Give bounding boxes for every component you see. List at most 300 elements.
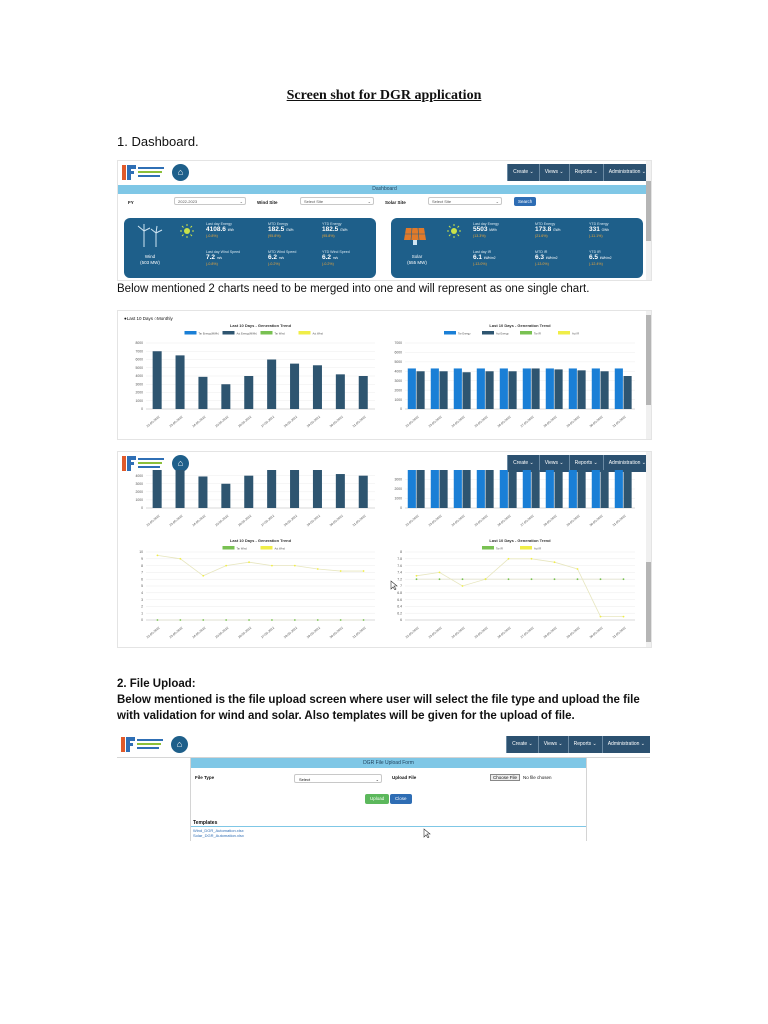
chevron-down-icon: ⌄ — [495, 199, 499, 204]
bar — [615, 368, 623, 409]
upload-button[interactable]: Upload — [365, 794, 389, 804]
bar — [624, 470, 632, 508]
upload-note: Below mentioned is the file upload screen where user will select the file type and upload the file with validation for wind and solar. Also templates will be given for the upload of file. — [117, 694, 640, 722]
x-tick-label: 30-05-2022 — [588, 625, 604, 640]
y-tick-label: 8 — [400, 550, 402, 555]
metric-label: MTD Energy — [535, 222, 556, 226]
x-tick-label: 24-05-2022 — [191, 625, 207, 640]
data-point — [340, 570, 342, 572]
metric-label: MTD IR — [535, 250, 548, 254]
file-type-value: Select — [299, 777, 311, 782]
generation-trend-screenshot — [117, 310, 652, 440]
metric-change: (13.3%) — [473, 234, 486, 238]
metric-label: MTD Wind Speed — [268, 250, 297, 254]
data-point — [600, 616, 602, 618]
data-point — [439, 578, 441, 580]
bar — [601, 371, 609, 409]
x-tick-label: 28-05-2022 — [542, 414, 558, 429]
y-tick-label: 3000 — [394, 477, 402, 482]
chevron-down-icon: ⌄ — [375, 777, 379, 782]
chevron-down-icon: ⌄ — [639, 741, 645, 747]
bar — [290, 470, 299, 508]
chevron-down-icon: ⌄ — [592, 169, 598, 175]
y-tick-label: 0 — [141, 407, 143, 412]
nav-item-label: Reports — [574, 169, 593, 175]
x-tick-label: 29-05-2022 — [565, 513, 581, 528]
chevron-down-icon: ⌄ — [528, 169, 534, 175]
y-tick-label: 0 — [400, 506, 402, 511]
y-tick-label: 6.2 — [397, 611, 402, 616]
metric-value: 182.5 GWh — [322, 226, 348, 233]
chart-title: Last 10 Days - Generation Trend — [489, 538, 551, 543]
top-bar — [117, 733, 650, 758]
bar — [153, 470, 162, 508]
bar — [509, 371, 517, 409]
charts-note: Below mentioned 2 charts need to be merged into one and will represent as one single chart. — [117, 283, 590, 295]
y-tick-label: 1000 — [394, 496, 402, 501]
nav-item-label: Views — [544, 460, 559, 466]
x-tick-label: 27-05-2022 — [519, 414, 535, 429]
y-tick-label: 7000 — [135, 349, 143, 354]
x-tick-label: 30-05-2022 — [328, 625, 344, 640]
solar-metric — [535, 250, 585, 266]
x-tick-label: 25-05-2022 — [473, 513, 489, 528]
data-point — [248, 619, 250, 621]
y-tick-label: 2000 — [394, 388, 402, 393]
nav-item-label: Views — [544, 169, 559, 175]
wind-summary-card — [124, 218, 376, 278]
wind-metric — [322, 250, 372, 266]
data-point — [416, 575, 418, 577]
bar — [408, 368, 416, 409]
y-tick-label: 6 — [400, 618, 402, 623]
x-tick-label: 28-05-2022 — [282, 625, 299, 640]
data-point — [554, 561, 556, 563]
data-point — [531, 578, 533, 580]
x-tick-label: 31-05-2022 — [351, 414, 367, 429]
file-type-select[interactable] — [294, 774, 382, 783]
wind-site-select[interactable] — [300, 197, 374, 205]
legend-swatch — [520, 331, 532, 335]
data-point — [600, 578, 602, 580]
data-point — [225, 619, 227, 621]
x-tick-label: 25-05-2022 — [473, 414, 489, 429]
solar-metric — [589, 222, 639, 238]
data-point — [462, 585, 464, 587]
y-tick-label: 3000 — [135, 481, 143, 486]
chevron-down-icon: ⌄ — [239, 199, 243, 204]
chevron-down-icon: ⌄ — [591, 741, 597, 747]
metric-label: Last day Energy — [473, 222, 499, 226]
data-point — [271, 619, 273, 621]
bar — [336, 374, 345, 409]
chart-title: Last 10 Days - Generation Trend — [489, 323, 551, 328]
x-tick-label: 28-05-2022 — [282, 414, 299, 429]
metric-change: (-11.1%) — [589, 234, 603, 238]
legend-swatch — [223, 546, 235, 550]
metric-label: MTD Energy — [268, 222, 289, 226]
home-button[interactable] — [171, 736, 188, 753]
bar — [523, 368, 531, 409]
chart-title: Last 10 Days - Generation Trend — [229, 323, 292, 328]
scrollbar[interactable] — [646, 161, 651, 280]
x-tick-label: 30-05-2022 — [328, 513, 344, 528]
metric-change: (-0.2%) — [268, 262, 280, 266]
bar — [463, 372, 471, 409]
main-nav — [507, 164, 651, 181]
y-tick-label: 6 — [141, 577, 143, 582]
legend-label: Tar Wind — [236, 547, 247, 551]
x-tick-label: 29-05-2022 — [565, 414, 581, 429]
y-tick-label: 9 — [141, 557, 143, 561]
bar — [431, 470, 439, 508]
chevron-down-icon: ⌄ — [527, 741, 533, 747]
x-tick-label: 22-05-2022 — [145, 513, 161, 528]
data-point — [508, 578, 510, 580]
x-tick-label: 30-05-2022 — [328, 414, 344, 429]
data-point — [363, 570, 365, 572]
bar — [569, 470, 577, 508]
bar — [592, 368, 600, 409]
nav-item-reports[interactable] — [569, 164, 603, 181]
fy-label: FY — [128, 200, 134, 205]
fy-value: 2022-2023 — [178, 199, 198, 204]
wind-energy-bar-chart-scrolled — [118, 466, 383, 536]
data-point — [577, 568, 579, 570]
metric-change: (-0.8%) — [206, 234, 218, 238]
legend-swatch — [299, 331, 311, 335]
x-tick-label: 31-05-2022 — [611, 625, 627, 640]
bar — [486, 371, 494, 409]
bar — [176, 470, 185, 508]
bar — [244, 476, 253, 508]
bar — [555, 369, 563, 409]
data-point — [179, 619, 181, 621]
y-tick-label: 0 — [141, 506, 143, 511]
y-tick-label: 5 — [141, 584, 143, 589]
upload-file-label: Upload File — [392, 775, 417, 780]
y-tick-label: 6000 — [394, 350, 402, 355]
data-point — [294, 619, 296, 621]
radio-monthly[interactable]: ○ — [154, 316, 157, 321]
metric-label: YTD IR — [589, 250, 601, 254]
metric-change: (-13.0%) — [535, 262, 549, 266]
data-point — [439, 572, 441, 574]
data-point — [531, 558, 533, 560]
y-tick-label: 8000 — [135, 341, 143, 346]
x-tick-label: 26-05-2022 — [496, 414, 512, 429]
legend-label: Act Wind — [312, 332, 323, 336]
bar — [486, 470, 494, 508]
bar — [221, 484, 230, 508]
metric-change: (-13.0%) — [473, 262, 487, 266]
document-title: Screen shot for DGR application — [286, 88, 482, 103]
x-tick-label: 28-05-2022 — [282, 513, 299, 528]
legend-swatch — [444, 331, 456, 335]
toggle-monthly-label: Monthly — [156, 316, 173, 321]
nav-item-views[interactable] — [539, 164, 569, 181]
metric-label: YTD Energy — [322, 222, 342, 226]
data-point — [363, 619, 365, 621]
metric-value: 331 GWh — [589, 226, 609, 233]
metric-change: (21.6%) — [535, 234, 548, 238]
metric-value: 6.5 kWh/m2 — [589, 254, 612, 261]
y-tick-label: 7 — [141, 570, 143, 575]
metric-label: Last day Wind Speed — [206, 250, 241, 254]
x-tick-label: 26-05-2022 — [237, 625, 253, 640]
wind-metric — [206, 222, 256, 238]
legend-swatch — [223, 331, 235, 335]
y-tick-label: 6000 — [135, 357, 143, 362]
metric-value: 6.3 kWh/m2 — [535, 254, 558, 261]
upload-section — [117, 676, 657, 724]
bar — [624, 376, 632, 409]
nav-item-views[interactable] — [538, 736, 568, 753]
solar-metric — [589, 250, 639, 266]
nav-item-reports[interactable] — [568, 736, 602, 753]
legend-label: Tar Energy(MWh) — [198, 332, 219, 336]
bar — [290, 364, 299, 409]
template-link-solar[interactable]: Solar_DGR_Automation.xlsx — [193, 833, 244, 838]
x-tick-label: 22-05-2022 — [145, 414, 161, 429]
x-tick-label: 22-05-2022 — [404, 513, 420, 528]
x-tick-label: 25-05-2022 — [473, 625, 489, 640]
x-tick-label: 27-05-2022 — [519, 625, 535, 640]
template-link-wind[interactable]: Wind_DGR_Automation.xlsx — [193, 828, 244, 833]
y-tick-label: 0 — [400, 407, 402, 412]
wind-name: Wind — [144, 254, 156, 259]
y-tick-label: 5000 — [394, 360, 402, 365]
data-point — [462, 578, 464, 580]
bar — [336, 474, 345, 508]
chevron-down-icon: ⌄ — [558, 460, 564, 466]
solar-energy-bar-chart-scrolled — [383, 466, 645, 536]
dashboard-header: Dashboard — [118, 185, 651, 194]
y-tick-label: 4000 — [135, 374, 143, 379]
solar-panel-icon — [403, 224, 427, 246]
y-tick-label: 4000 — [394, 369, 402, 374]
x-tick-label: 25-05-2022 — [214, 625, 230, 640]
main-nav — [506, 736, 650, 753]
data-point — [416, 578, 418, 580]
wind-site-label: Wind Site — [257, 200, 278, 205]
bar — [454, 470, 462, 508]
bar — [198, 476, 207, 508]
x-tick-label: 23-05-2022 — [168, 513, 184, 528]
y-tick-label: 3000 — [135, 382, 143, 387]
y-tick-label: 7000 — [394, 341, 402, 346]
metric-value: 6.1 kWh/m2 — [473, 254, 496, 261]
top-bar — [118, 161, 651, 185]
data-point — [202, 619, 204, 621]
nav-item-create[interactable] — [507, 164, 539, 181]
legend-swatch — [482, 331, 494, 335]
bar — [198, 377, 207, 409]
section-dashboard-heading: 1. Dashboard. — [117, 134, 199, 149]
wind-turbine-icon — [136, 223, 164, 247]
x-tick-label: 24-05-2022 — [191, 513, 207, 528]
y-tick-label: 6.8 — [397, 591, 402, 595]
solar-site-select[interactable] — [428, 197, 502, 205]
bar — [569, 368, 577, 409]
home-button[interactable] — [172, 164, 189, 181]
bar — [500, 368, 508, 409]
sun-icon — [447, 224, 461, 238]
y-tick-label: 10 — [139, 550, 143, 555]
x-tick-label: 31-05-2022 — [611, 513, 627, 528]
wind-metric — [268, 250, 318, 266]
y-tick-label: 1000 — [135, 498, 143, 503]
file-type-label: File Type — [195, 775, 215, 780]
nav-item-create[interactable] — [506, 736, 538, 753]
x-tick-label: 31-05-2022 — [351, 625, 367, 640]
nav-item-label: Views — [543, 741, 558, 747]
no-file-text: No file chosen — [523, 775, 552, 780]
metric-change: (-0.2%) — [322, 262, 334, 266]
y-tick-label: 4000 — [135, 473, 143, 478]
series-line — [417, 559, 624, 617]
x-tick-label: 23-05-2022 — [168, 625, 184, 640]
y-tick-label: 1 — [141, 611, 143, 616]
metric-value: 6.2 m/s — [322, 254, 338, 261]
legend-label: Act Wind — [274, 547, 285, 551]
x-tick-label: 26-05-2022 — [496, 513, 512, 528]
metric-value: 182.5 GWh — [268, 226, 294, 233]
bar — [153, 351, 162, 409]
data-point — [623, 578, 625, 580]
bar — [601, 470, 609, 508]
data-point — [202, 575, 204, 577]
legend-label: Tar Wind — [274, 332, 285, 336]
bar — [532, 368, 540, 409]
x-tick-label: 25-05-2022 — [214, 414, 230, 429]
home-icon: ⌂ — [176, 739, 183, 749]
bar — [454, 368, 462, 409]
nav-item-administration[interactable] — [603, 164, 651, 181]
bar — [359, 476, 368, 508]
nav-item-label: Administration — [607, 741, 640, 747]
dashboard-screenshot — [117, 160, 652, 281]
data-point — [317, 568, 319, 570]
cursor-icon — [390, 580, 398, 590]
y-tick-label: 5000 — [135, 365, 143, 370]
solar-metric — [535, 222, 585, 238]
solar-metric — [473, 222, 523, 238]
data-point — [157, 555, 159, 557]
legend-label: Tar IR — [496, 547, 503, 551]
legend-label: Act Energy — [496, 332, 509, 336]
x-tick-label: 27-05-2022 — [519, 513, 535, 528]
toggle-last10-label: Last 10 Days — [126, 316, 153, 321]
y-tick-label: 1000 — [135, 398, 143, 403]
x-tick-label: 22-05-2022 — [404, 414, 420, 429]
nav-item-label: Reports — [573, 741, 592, 747]
wind-energy-bar-chart — [118, 321, 383, 437]
legend-label: Act IR — [534, 547, 542, 551]
data-point — [271, 565, 273, 567]
scrollbar[interactable] — [646, 452, 651, 647]
nav-item-label: Administration — [608, 460, 641, 466]
bar — [417, 470, 425, 508]
y-tick-label: 7.4 — [397, 570, 402, 575]
bar — [615, 470, 623, 508]
bar — [313, 470, 322, 508]
x-tick-label: 22-05-2022 — [145, 625, 161, 640]
bar — [408, 470, 416, 508]
search-button[interactable]: Search — [514, 197, 536, 206]
metric-value: 6.2 m/s — [268, 254, 284, 261]
chevron-down-icon: ⌄ — [558, 169, 564, 175]
legend-label: Act Energy(MWh) — [236, 332, 257, 336]
x-tick-label: 28-05-2022 — [542, 625, 558, 640]
bar — [477, 368, 485, 409]
y-tick-label: 2000 — [135, 490, 143, 495]
bar — [578, 470, 586, 508]
y-tick-label: 3000 — [394, 378, 402, 383]
x-tick-label: 27-05-2022 — [260, 414, 276, 429]
nav-item-label: Administration — [608, 169, 641, 175]
metric-value: 4108.6 kWh — [206, 226, 235, 233]
nav-item-label: Create — [512, 741, 528, 747]
choose-file-button[interactable]: Choose File — [490, 774, 520, 781]
y-tick-label: 2000 — [394, 487, 402, 492]
x-tick-label: 28-05-2022 — [542, 513, 558, 528]
bar — [431, 368, 439, 409]
scrollbar[interactable] — [646, 311, 651, 439]
x-tick-label: 23-05-2022 — [427, 513, 443, 528]
chevron-down-icon: ⌄ — [528, 460, 534, 466]
solar-capacity: (555 MW) — [407, 260, 427, 265]
bar — [267, 360, 276, 410]
data-point — [623, 616, 625, 618]
wind-capacity: (503 MW) — [140, 260, 160, 265]
x-tick-label: 24-05-2022 — [450, 625, 466, 640]
x-tick-label: 27-05-2022 — [260, 625, 276, 640]
legend-label: Tar IR — [534, 332, 541, 336]
wind-metric — [322, 222, 372, 238]
bar — [592, 470, 600, 508]
company-logo — [122, 163, 168, 182]
metric-label: Last day IR — [473, 250, 492, 254]
metric-change: (95.8%) — [322, 234, 335, 238]
metric-value: 7.2 m/s — [206, 254, 222, 261]
home-icon: ⌂ — [177, 167, 184, 177]
generation-trend-screenshot-2 — [117, 451, 652, 648]
bar — [221, 384, 230, 409]
x-tick-label: 30-05-2022 — [588, 414, 604, 429]
sun-icon — [180, 224, 194, 238]
solar-ir-line-chart — [383, 536, 645, 646]
radio-last10[interactable]: ● — [124, 316, 127, 321]
fy-select[interactable] — [174, 197, 246, 205]
bar — [477, 470, 485, 508]
legend-swatch — [558, 331, 570, 335]
bar — [440, 470, 448, 508]
nav-item-administration[interactable] — [602, 736, 650, 753]
legend-label: Act IR — [572, 332, 580, 336]
close-button[interactable]: Close — [390, 794, 412, 804]
y-tick-label: 6.4 — [397, 604, 402, 609]
x-tick-label: 29-05-2022 — [305, 513, 321, 528]
metric-change: (95.8%) — [268, 234, 281, 238]
chevron-down-icon: ⌄ — [592, 460, 598, 466]
x-tick-label: 26-05-2022 — [237, 513, 253, 528]
data-point — [554, 578, 556, 580]
chevron-down-icon: ⌄ — [557, 741, 563, 747]
solar-metric — [473, 250, 523, 266]
metric-label: Last day Energy — [206, 222, 232, 226]
legend-label: Tar Energy — [458, 332, 471, 336]
